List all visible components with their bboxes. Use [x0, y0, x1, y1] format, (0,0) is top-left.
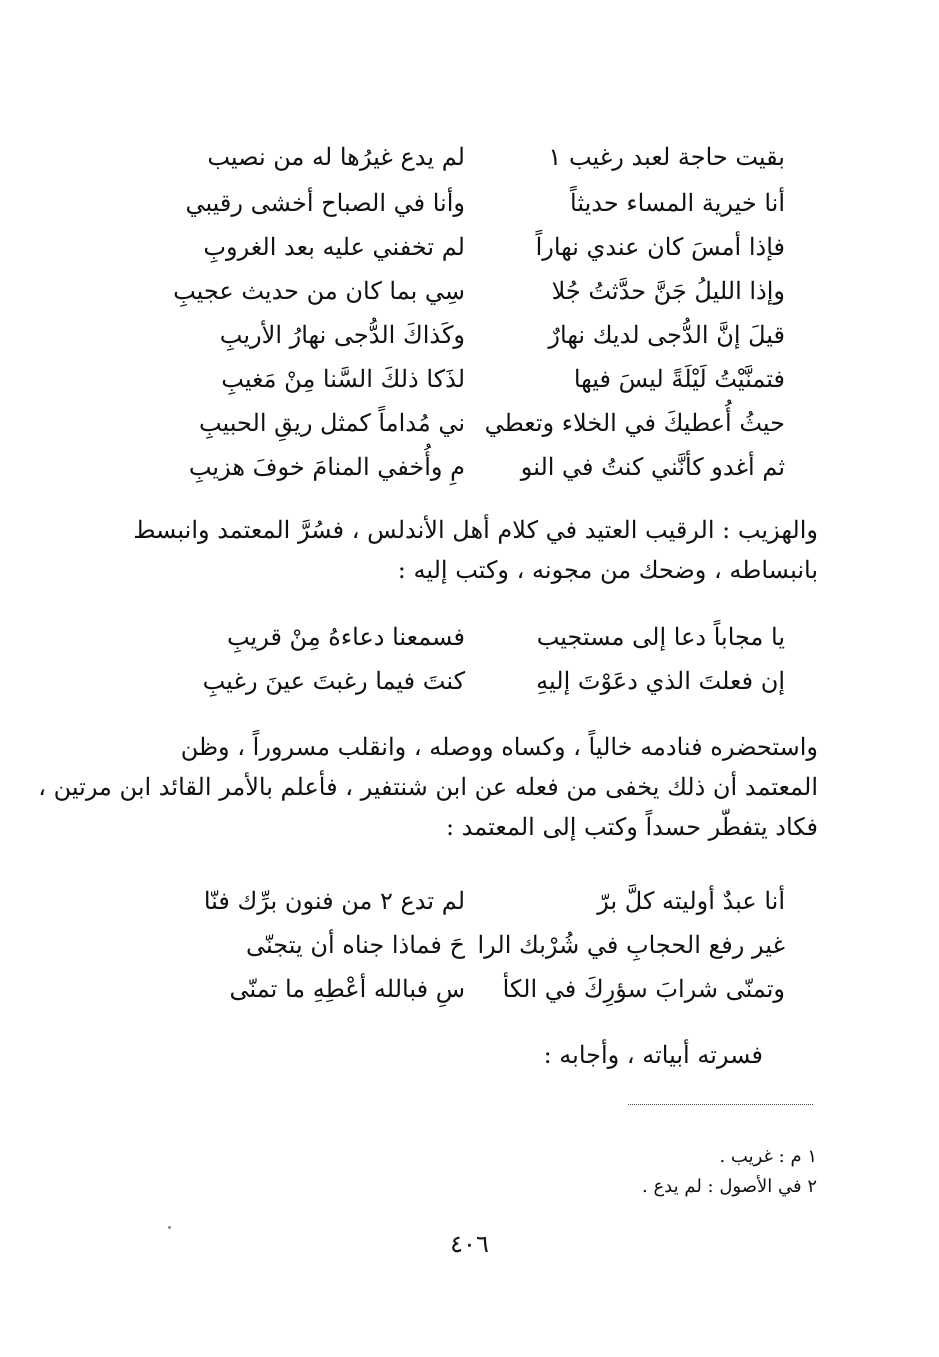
- verse-line: [150, 227, 785, 267]
- verse-line: [150, 925, 785, 965]
- scan-speck: [168, 1226, 171, 1229]
- verse-line: [150, 315, 785, 355]
- second-hemistich: وأنا في الصباح أخشى رقيبي: [185, 189, 465, 217]
- prose-paragraph-1: [118, 510, 818, 590]
- first-hemistich: بقيت حاجة لعبد رغيب ١: [548, 143, 785, 171]
- prose-paragraph-2: [38, 727, 818, 847]
- second-hemistich: ني مُداماً كمثل ريقِ الحبيبِ: [198, 409, 465, 437]
- verse-line: [150, 447, 785, 487]
- page-number: ٤٠٦: [450, 1230, 489, 1258]
- second-hemistich: سِي بما كان من حديث عجيبِ: [173, 277, 465, 305]
- verse-line: [150, 359, 785, 399]
- footnote-2: ٢ في الأصول : لم يدع .: [642, 1176, 817, 1197]
- second-hemistich: لم تخفني عليه بعد الغروبِ: [203, 233, 465, 261]
- second-hemistich: حَ فماذا جناه أن يتجنّى: [246, 931, 465, 959]
- second-hemistich: لم تدع ٢ من فنون برِّك فنّا: [203, 887, 465, 915]
- footnote-separator: [628, 1104, 813, 1105]
- verse-line: [150, 271, 785, 311]
- prose-paragraph-3: [118, 1035, 818, 1075]
- second-hemistich: لم يدع غيرُها له من نصيب: [207, 143, 465, 171]
- first-hemistich: غير رفع الحجابِ في شُرْبك الرا: [477, 931, 785, 959]
- verse-line: [150, 403, 785, 443]
- first-hemistich: أنا خيرية المساء حديثاً: [570, 189, 785, 217]
- footnote-1: ١ م : غريب .: [719, 1146, 817, 1167]
- second-hemistich: سِ فبالله أعْطِهِ ما تمنّى: [229, 975, 465, 1003]
- first-hemistich: إن فعلتَ الذي دعَوْتَ إليهِ: [536, 667, 785, 695]
- first-hemistich: حيثُ أُعطيكَ في الخلاء وتعطي: [484, 409, 785, 437]
- first-hemistich: قيلَ إنَّ الدُّجى لديك نهارٌ: [548, 321, 785, 349]
- first-hemistich: وتمنّى شرابَ سؤرِكَ في الكأ: [502, 975, 785, 1003]
- verse-line: [150, 183, 785, 223]
- first-hemistich: أنا عبدٌ أوليته كلَّ برّ: [597, 887, 785, 915]
- second-hemistich: كنتَ فيما رغبتَ عينَ رغيبِ: [202, 667, 465, 695]
- second-hemistich: لذَكا ذلكَ السَّنا مِنْ مَغيبِ: [221, 365, 465, 393]
- verse-line: [150, 881, 785, 921]
- verse-line: [150, 969, 785, 1009]
- prose-line: والهزيب : الرقيب العتيد في كلام أهل الأندلس ، فسُرَّ المعتمد وانبسط: [133, 516, 818, 544]
- prose-line: المعتمد أن ذلك يخفى من فعله عن ابن شنتفير ، فأعلم بالأمر القائد ابن مرتين ،: [38, 773, 818, 801]
- prose-line: بانبساطه ، وضحك من مجونه ، وكتب إليه :: [397, 556, 818, 584]
- prose-line: فسرته أبياته ، وأجابه :: [543, 1041, 763, 1069]
- second-hemistich: مِ وأُخفي المنامَ خوفَ هزيبِ: [188, 453, 465, 481]
- first-hemistich: يا مجاباً دعا إلى مستجيب: [536, 623, 785, 651]
- first-hemistich: وإذا الليلُ جَنَّ حدَّثتُ جُلا: [551, 277, 785, 305]
- second-hemistich: وكَذاكَ الدُّجى نهارُ الأريبِ: [219, 321, 465, 349]
- prose-line: واستحضره فنادمه خالياً ، وكساه ووصله ، وانقلب مسروراً ، وظن: [180, 733, 818, 761]
- verse-line: [150, 661, 785, 701]
- verse-line: [150, 617, 785, 657]
- first-hemistich: فإذا أمسَ كان عندي نهاراً: [535, 233, 785, 261]
- second-hemistich: فسمعنا دعاءهُ مِنْ قريبِ: [226, 623, 465, 651]
- first-hemistich: ثم أغدو كأنَّني كنتُ في النو: [520, 453, 785, 481]
- verse-line: [150, 137, 785, 177]
- first-hemistich: فتمنَّيْتُ لَيْلَةً ليسَ فيها: [573, 365, 785, 393]
- prose-line: فكاد يتفطّر حسداً وكتب إلى المعتمد :: [445, 813, 818, 841]
